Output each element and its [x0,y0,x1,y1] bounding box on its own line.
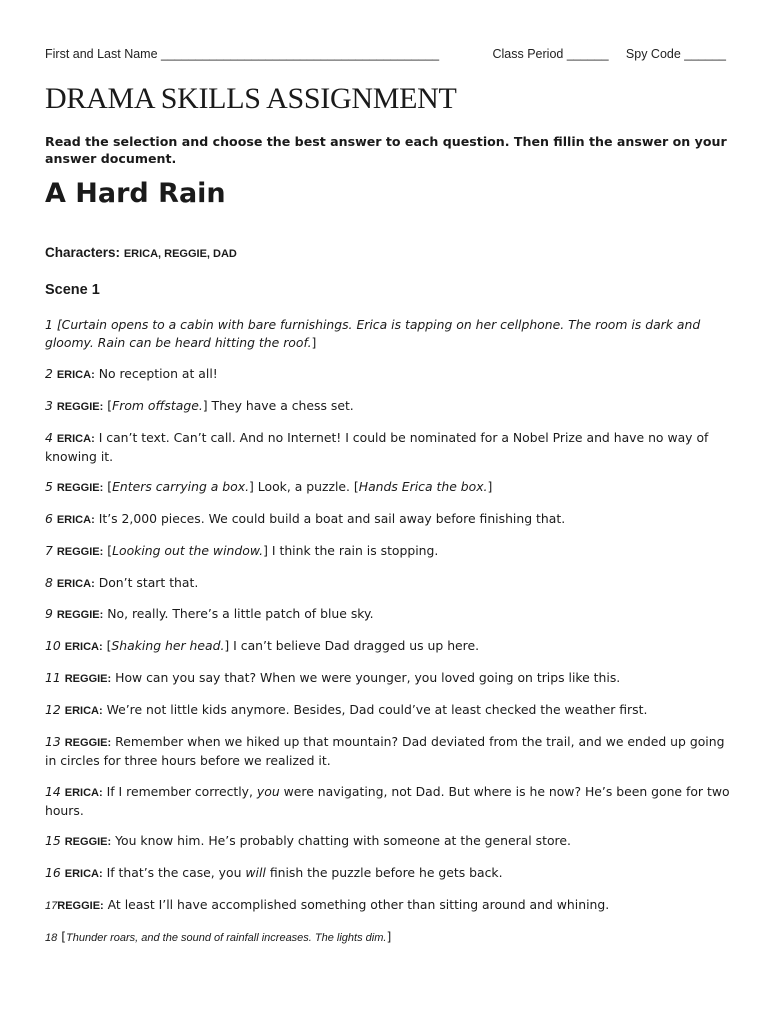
speaker-name: ERICA: [56,514,95,526]
dialogue-text: No reception at all! [98,366,218,381]
speaker-name: REGGIE: [56,609,104,621]
speaker-name: REGGIE: [56,546,104,558]
script-line-15 [45,832,735,851]
speaker-name: REGGIE: [64,737,112,749]
bracket-open: [ [61,929,67,944]
emphasis-text: you [256,784,280,799]
dialogue-text: I can’t text. Can’t call. And no Internet! I could be nominated for a Nobel Prize and have no way of knowing it. [45,430,709,464]
stage-direction: [Curtain opens to a cabin with bare furnishings. Erica is tapping on her cellphone. The room is dark and gloomy. Rain can be heard hitting the roof. [45,317,701,350]
dialogue-text: Remember when we hiked up that mountain? Dad deviated from the trail, and we ended up going in circles for three hours before we realized it. [45,734,725,768]
line-number: 8 [45,575,53,590]
stage-direction: Looking out the window. [112,543,264,558]
script-line-2 [45,365,735,384]
spy-code-label: Spy Code ______ [625,47,726,61]
speaker-name: ERICA: [56,369,95,381]
stage-direction: From offstage. [112,398,203,413]
dialogue-text: It’s 2,000 pieces. We could build a boat and sail away before finishing that. [98,511,566,526]
characters-label: Characters: [45,245,121,260]
stage-direction: Hands Erica the box. [358,479,488,494]
script-line-6 [45,510,735,529]
script-line-14 [45,783,735,820]
stage-direction: Shaking her head. [111,638,225,653]
speaker-name: ERICA: [64,868,103,880]
script-line-4 [45,429,735,466]
characters-line [45,245,237,260]
line-number: 14 [45,784,61,799]
dialogue-text: finish the puzzle before he gets back. [269,865,503,880]
bracket-open: [ [107,479,113,494]
dialogue-text: How can you say that? When we were younger, you loved going on trips like this. [115,670,621,685]
emphasis-text: will [245,865,266,880]
stage-direction: Enters carrying a box. [112,479,250,494]
speaker-name: REGGIE: [64,836,112,848]
speaker-name: REGGIE: [64,673,112,685]
line-number: 11 [45,670,61,685]
line-number: 17 [45,900,58,912]
line-number: 1 [45,317,53,332]
dialogue-text: Don’t start that. [98,575,199,590]
dialogue-text: ] I think the rain is stopping. [263,543,439,558]
line-number: 9 [45,606,53,621]
script-line-10 [45,637,735,656]
scene-heading: Scene 1 [45,282,100,298]
bracket-close: ] [311,335,317,350]
line-number: 3 [45,398,53,413]
dialogue-text: We’re not little kids anymore. Besides, Dad could’ve at least checked the weather first. [106,702,648,717]
line-number: 13 [45,734,61,749]
speaker-name: ERICA: [64,787,103,799]
stage-direction: Thunder roars, and the sound of rainfall increases. The lights dim. [66,932,387,944]
speaker-name: ERICA: [56,578,95,590]
characters-names: ERICA, REGGIE, DAD [123,248,237,260]
line-number: 10 [45,638,61,653]
dialogue-text: You know him. He’s probably chatting with someone at the general store. [115,833,571,848]
dialogue-text: At least I’ll have accomplished something other than sitting around and whining. [107,897,610,912]
story-title: A Hard Rain [45,178,226,209]
dialogue-text: No, really. There’s a little patch of blue sky. [107,606,374,621]
line-number: 7 [45,543,53,558]
line-number: 2 [45,366,53,381]
script-line-5 [45,478,735,497]
speaker-name: ERICA: [56,433,95,445]
line-number: 15 [45,833,61,848]
instructions: Read the selection and choose the best answer to each question. Then fillin the answer on your answer document. [45,134,727,166]
script-line-16 [45,864,735,883]
script-line-9 [45,605,735,624]
script-line-12 [45,701,735,720]
script-line-8 [45,574,735,593]
line-number: 6 [45,511,53,526]
script-line-1 [45,316,735,352]
line-number: 16 [45,865,61,880]
script-line-13 [45,733,735,770]
speaker-name: REGGIE: [56,401,104,413]
bracket-open: [ [106,638,112,653]
name-field-label: First and Last Name ________________________________________ [45,47,440,61]
line-number: 18 [45,932,58,944]
script-line-17 [45,896,735,915]
class-info-labels [492,47,726,61]
speaker-name: REGGIE: [57,900,104,912]
speaker-name: ERICA: [64,705,103,717]
bracket-close: ] [386,929,392,944]
script-line-7 [45,542,735,561]
dialogue-text: If I remember correctly, [106,784,253,799]
script-line-18 [45,928,735,947]
line-number: 4 [45,430,53,445]
dialogue-text: were navigating, not Dad. But where is he now? He’s been gone for two hours. [45,784,730,818]
line-number: 12 [45,702,61,717]
dialogue-text: ] I can’t believe Dad dragged us up here. [224,638,480,653]
dialogue-text: If that’s the case, you [106,865,242,880]
bracket-close: ] [487,479,493,494]
bracket-open: [ [107,543,113,558]
speaker-name: ERICA: [64,641,103,653]
line-number: 5 [45,479,53,494]
dialogue-text: ] They have a chess set. [202,398,354,413]
speaker-name: REGGIE: [56,482,104,494]
script-line-11 [45,669,735,688]
assignment-title: DRAMA SKILLS ASSIGNMENT [45,82,457,115]
class-period-label: Class Period ______ [492,47,609,61]
script-line-3 [45,397,735,416]
dialogue-text: ] Look, a puzzle. [ [249,479,359,494]
bracket-open: [ [107,398,113,413]
